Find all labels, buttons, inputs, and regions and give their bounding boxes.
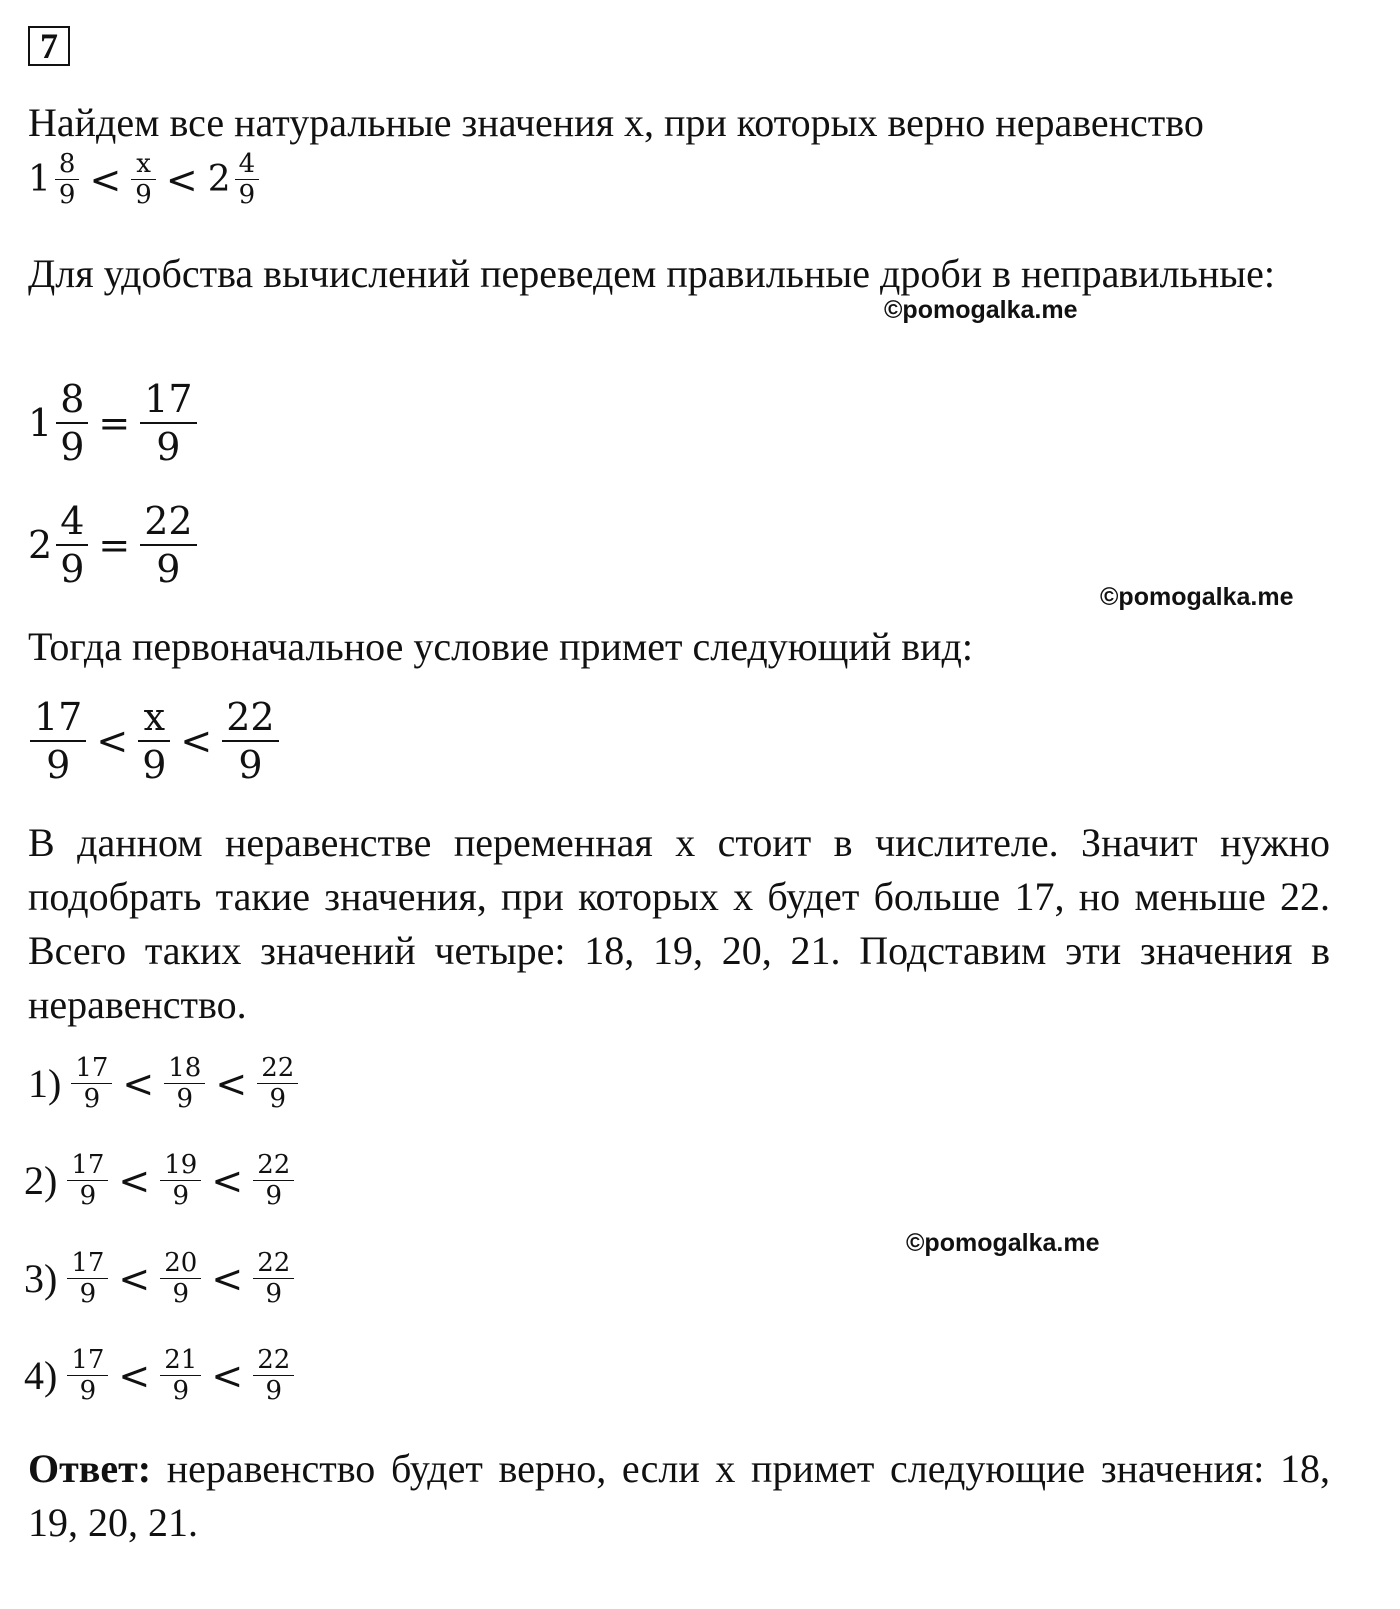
numerator: 17 [75,1053,109,1083]
denominator: 9 [156,425,181,469]
less-than-sign: < [180,719,213,763]
less-than-sign: < [96,719,129,763]
numerator: 17 [71,1150,105,1180]
whole-number: 2 [207,159,231,200]
numerator: 17 [71,1345,105,1375]
denominator: 9 [238,743,263,787]
denominator: 9 [79,1376,97,1406]
numerator: 22 [226,695,275,739]
denominator: 9 [135,180,152,210]
fraction [30,696,86,786]
denominator: 9 [142,743,167,787]
denominator: 9 [265,1376,283,1406]
numerator: 17 [71,1248,105,1278]
fraction [140,500,196,590]
check-label: 3) [24,1256,58,1301]
fraction [55,150,80,209]
fraction [253,1249,294,1308]
denominator: 9 [172,1279,190,1309]
numerator: 4 [238,149,256,179]
numerator: x [143,695,166,739]
denominator: 9 [265,1279,283,1309]
numerator: 8 [60,377,85,421]
numerator: 22 [257,1345,291,1375]
numerator: 22 [257,1248,291,1278]
check-label: 1) [28,1061,62,1106]
denominator: 9 [172,1376,190,1406]
watermark: ©pomogalka.me [884,296,1078,324]
fraction [140,378,196,468]
less-than-sign: < [89,157,122,202]
fraction [67,1249,108,1308]
whole-number: 2 [28,523,53,567]
fraction [71,1054,112,1113]
denominator: 9 [79,1279,97,1309]
numerator: 17 [144,377,193,421]
denominator: 9 [269,1084,287,1114]
denominator: 9 [172,1181,190,1211]
fraction [253,1346,294,1405]
fraction [67,1151,108,1210]
less-than-sign: < [118,1158,151,1203]
check-4 [24,1346,294,1405]
numerator: x [136,149,151,179]
fraction [160,1346,201,1405]
fraction [56,500,88,590]
fraction [131,150,156,209]
explain-text: В данном неравенстве переменная х стоит в числителе. Значит нужно подобрать такие значения, при которых х будет больше 17, но меньше 22. Всего таких значений четыре: 18, 19, 20, 21. Подставим эти значения в неравенство. [28,820,1330,1027]
fraction [56,378,88,468]
whole-number: 1 [28,401,53,445]
equals-sign: = [98,401,131,445]
numerator: 18 [168,1053,202,1083]
numerator: 17 [34,695,83,739]
inequality-improper [28,696,281,786]
numerator: 22 [261,1053,295,1083]
conversion-2 [28,500,199,590]
check-2 [24,1151,294,1210]
numerator: 21 [164,1345,198,1375]
numerator: 19 [164,1150,198,1180]
less-than-sign: < [211,1158,244,1203]
fraction [160,1151,201,1210]
check-1 [28,1054,298,1113]
convert-text: Для удобства вычислений переведем правильные дроби в неправильные: [28,251,1276,296]
task-number: 7 [28,26,70,66]
answer-paragraph [28,1442,1330,1550]
less-than-sign: < [165,157,198,202]
less-than-sign: < [211,1256,244,1301]
denominator: 9 [46,743,71,787]
denominator: 9 [58,180,76,210]
fraction [67,1346,108,1405]
intro-text: Найдем все натуральные значения х, при которых верно неравенство [28,100,1204,145]
fraction [164,1054,205,1113]
answer-text: неравенство будет верно, если х примет следующие значения: 18, 19, 20, 21. [28,1446,1331,1545]
check-3 [24,1249,294,1308]
less-than-sign: < [211,1353,244,1398]
numerator: 20 [164,1248,198,1278]
fraction [160,1249,201,1308]
denominator: 9 [79,1181,97,1211]
denominator: 9 [60,425,85,469]
fraction [257,1054,298,1113]
check-label: 2) [24,1158,58,1203]
less-than-sign: < [215,1061,248,1106]
check-label: 4) [24,1353,58,1398]
numerator: 22 [257,1150,291,1180]
inequality-mixed [28,150,259,209]
denominator: 9 [60,547,85,591]
watermark: ©pomogalka.me [906,1229,1100,1257]
less-than-sign: < [118,1353,151,1398]
whole-number: 1 [28,159,51,200]
then-text: Тогда первоначальное условие примет следующий вид: [28,624,974,669]
less-than-sign: < [122,1061,155,1106]
denominator: 9 [156,547,181,591]
fraction [235,150,260,209]
watermark: ©pomogalka.me [1100,583,1294,611]
denominator: 9 [83,1084,101,1114]
numerator: 8 [58,149,76,179]
numerator: 22 [144,499,193,543]
equals-sign: = [98,523,131,567]
numerator: 4 [60,499,85,543]
fraction [253,1151,294,1210]
conversion-1 [28,378,199,468]
denominator: 9 [238,180,256,210]
answer-label: Ответ: [28,1446,152,1491]
fraction [138,696,170,786]
denominator: 9 [265,1181,283,1211]
fraction [222,696,278,786]
less-than-sign: < [118,1256,151,1301]
denominator: 9 [176,1084,194,1114]
